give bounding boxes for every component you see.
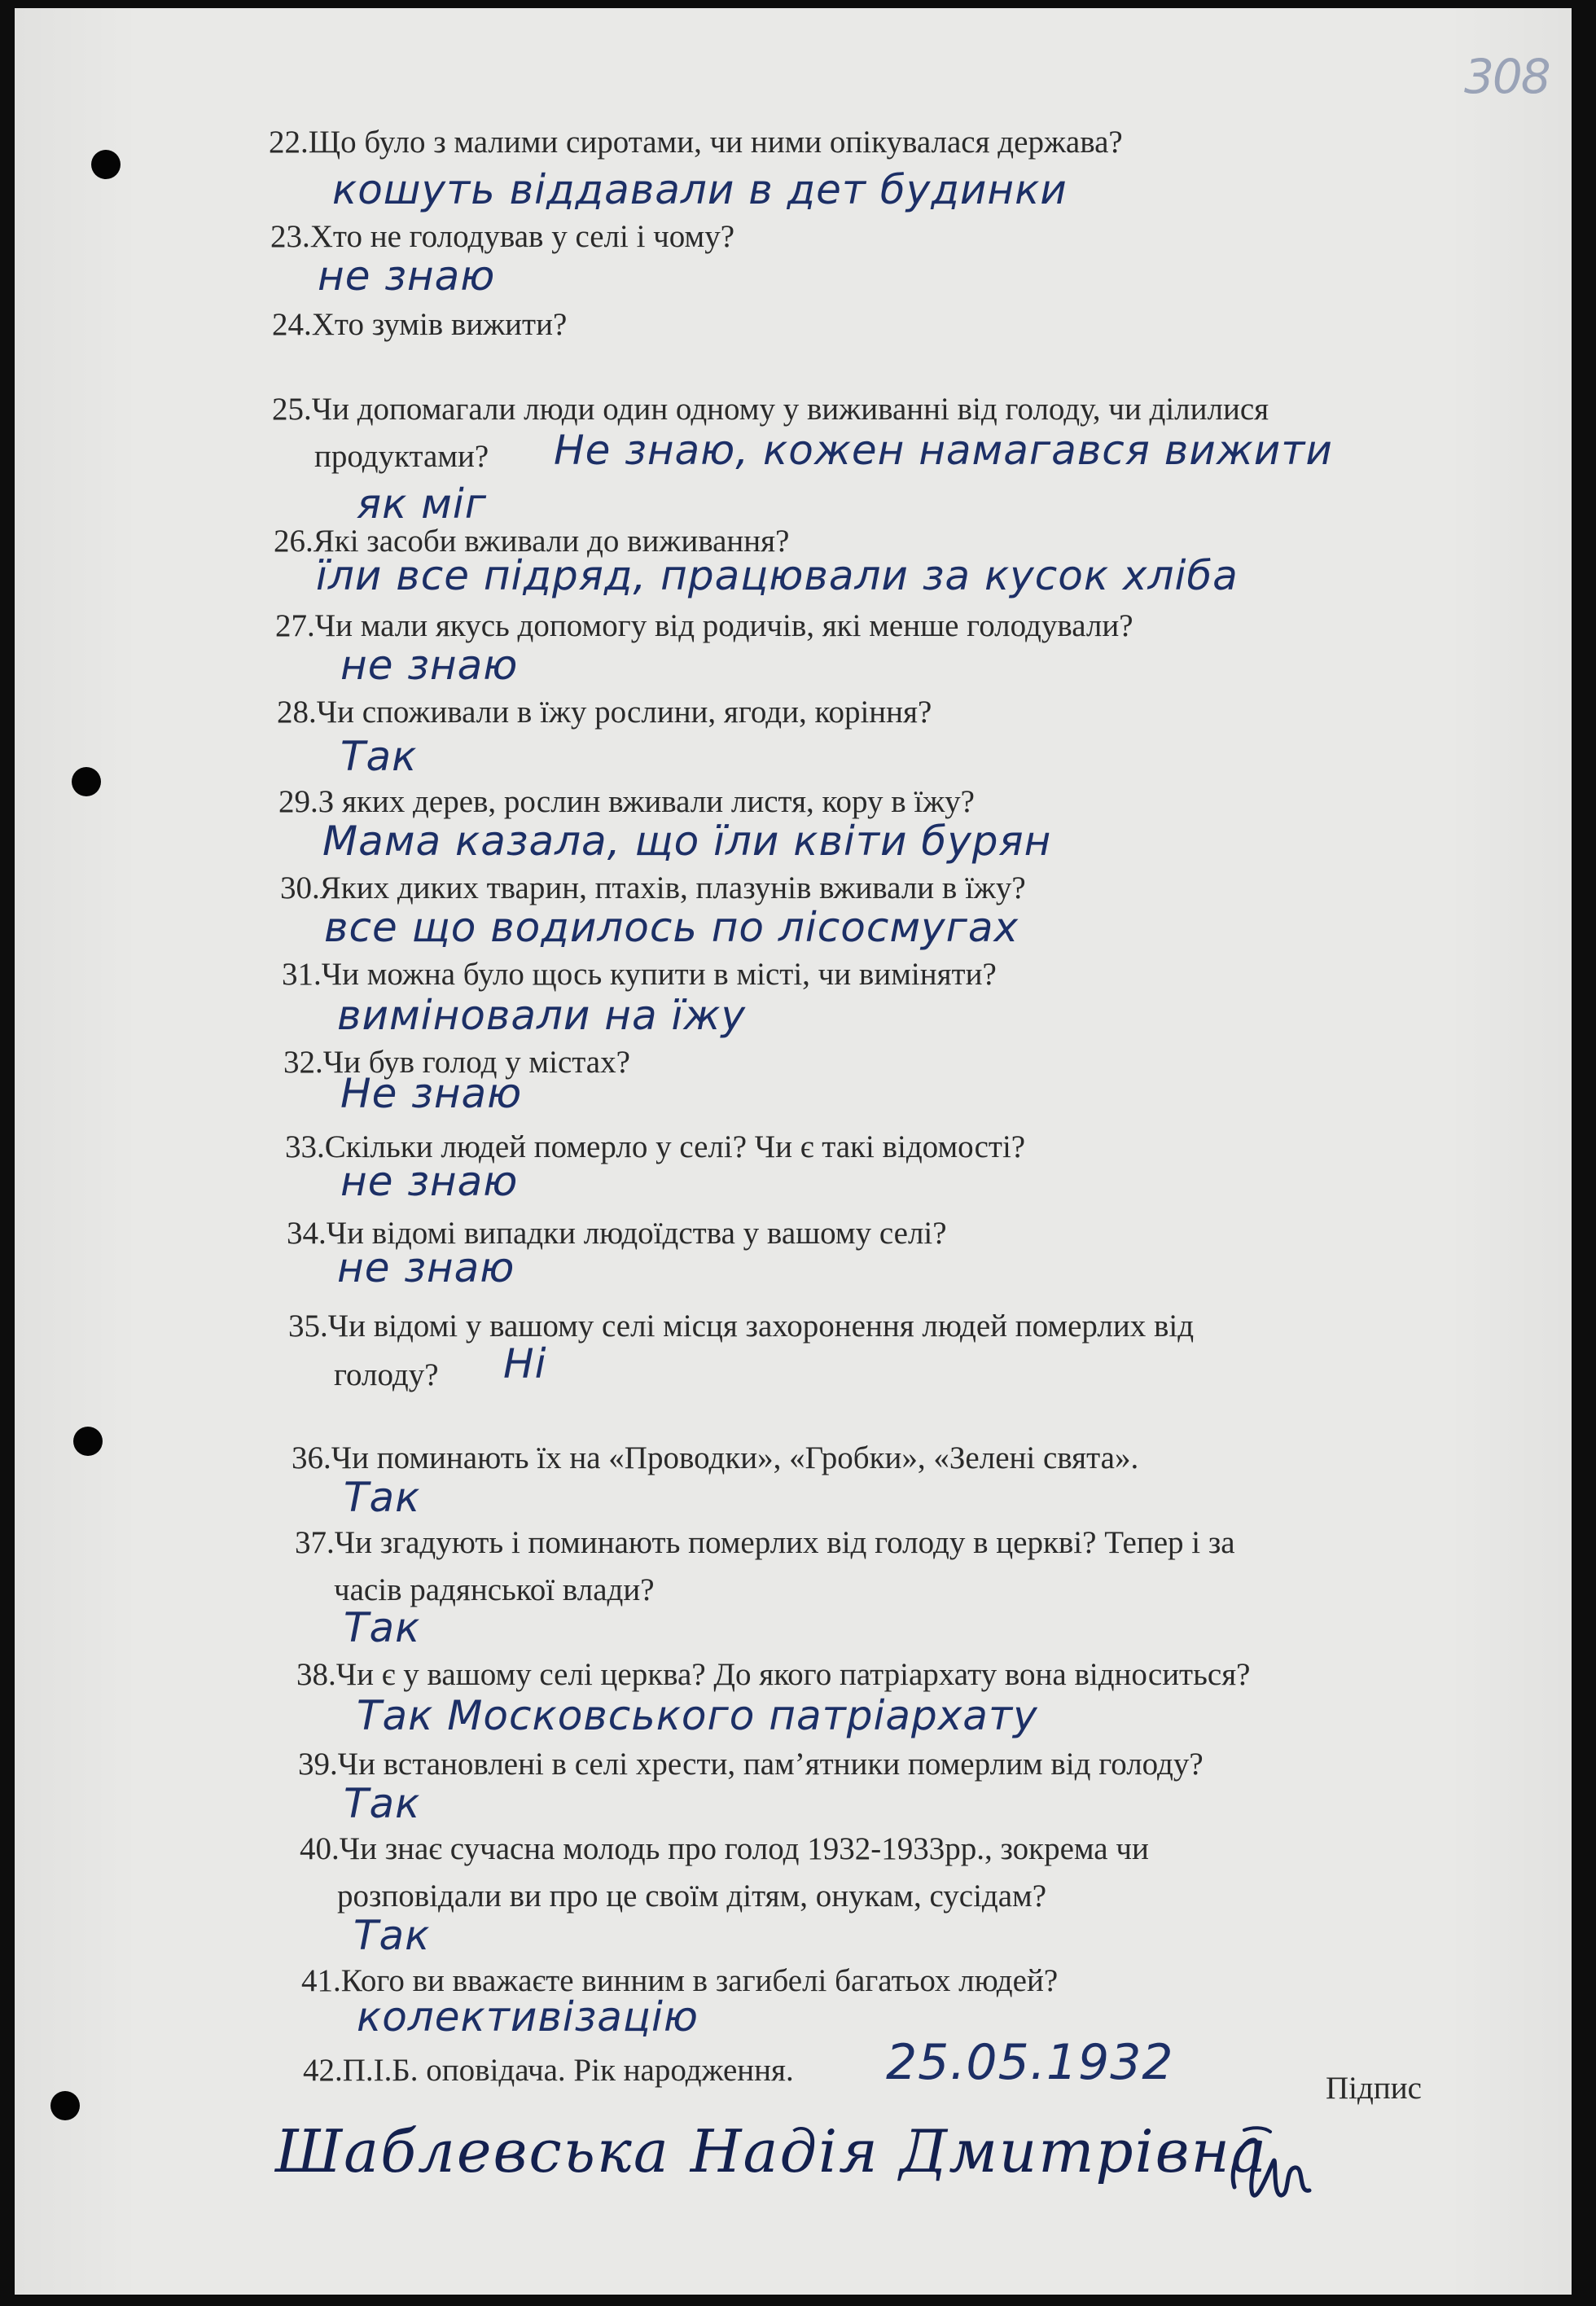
- punch-hole: [50, 2091, 80, 2120]
- question-33: 33.Скільки людей померло у селі? Чи є такі відомості?: [285, 1129, 1026, 1164]
- answer-28: Так: [340, 733, 418, 780]
- question-28: 28.Чи споживали в їжу рослини, ягоди, коріння?: [277, 695, 932, 730]
- question-29: 29.З яких дерев, рослин вживали листя, кору в їжу?: [278, 784, 975, 819]
- answer-38: Так Московського патріархату: [357, 1692, 1038, 1739]
- answer-41: колективізацію: [357, 1993, 699, 2041]
- answer-33: не знаю: [340, 1158, 519, 1205]
- question-32: 32.Чи був голод у містах?: [283, 1045, 630, 1080]
- answer-36: Так: [344, 1474, 421, 1521]
- answer-37: Так: [344, 1604, 421, 1651]
- question-35-cont: голоду?: [334, 1357, 439, 1392]
- answer-34: не знаю: [337, 1244, 515, 1291]
- question-40-cont: розповідали ви про це своїм дітям, онукам, сусідам?: [337, 1879, 1047, 1914]
- signature-label: Підпис: [1326, 2071, 1422, 2106]
- question-25: 25.Чи допомагали люди один одному у виживанні від голоду, чи ділилися: [272, 392, 1269, 427]
- question-42: 42.П.І.Б. оповідача. Рік народження.: [303, 2053, 794, 2088]
- answer-40: Так: [353, 1912, 431, 1959]
- question-38: 38.Чи є у вашому селі церква? До якого патріархату вона відноситься?: [296, 1657, 1251, 1692]
- answer-29: Мама казала, що їли квіти бурян: [322, 818, 1052, 865]
- answer-23: не знаю: [318, 252, 496, 300]
- answer-26: їли все підряд, працювали за кусок хліба: [316, 552, 1239, 599]
- question-30: 30.Яких диких тварин, птахів, плазунів вживали в їжу?: [280, 870, 1026, 905]
- answer-25-cont: як міг: [357, 480, 488, 528]
- question-35: 35.Чи відомі у вашому селі місця захоронення людей померлих від: [288, 1309, 1195, 1344]
- questionnaire-page: [15, 8, 1572, 2295]
- answer-39: Так: [344, 1780, 421, 1827]
- question-26: 26.Які засоби вживали до виживання?: [274, 524, 790, 559]
- respondent-name: Шаблевська Надія Дмитрівна: [275, 2117, 1268, 2185]
- question-41: 41.Кого ви вважаєте винним в загибелі багатьох людей?: [301, 1963, 1059, 1998]
- answer-25: Не знаю, кожен намагався вижити: [554, 427, 1333, 474]
- archive-page-number: 308: [1464, 49, 1550, 104]
- question-27: 27.Чи мали якусь допомогу від родичів, які менше голодували?: [275, 608, 1133, 643]
- answer-42-birth-date: 25.05.1932: [886, 2034, 1174, 2091]
- question-25-cont: продуктами?: [314, 439, 489, 474]
- answer-22: кошуть віддавали в дет будинки: [332, 166, 1068, 213]
- question-24: 24.Хто зумів вижити?: [272, 307, 568, 342]
- answer-27: не знаю: [340, 642, 519, 689]
- question-37: 37.Чи згадують і поминають померлих від голоду в церкві? Тепер і за: [295, 1525, 1235, 1560]
- punch-hole: [91, 150, 121, 179]
- question-36: 36.Чи поминають їх на «Проводки», «Гробки», «Зелені свята».: [292, 1440, 1139, 1475]
- question-22: 22.Що було з малими сиротами, чи ними опікувалася держава?: [269, 125, 1123, 160]
- question-37-cont: часів радянської влади?: [334, 1572, 655, 1607]
- answer-31: виміновали на їжу: [337, 992, 747, 1039]
- answer-35: Ні: [503, 1340, 547, 1388]
- question-34: 34.Чи відомі випадки людоїдства у вашому селі?: [287, 1216, 947, 1251]
- handwritten-signature: [1220, 2122, 1318, 2212]
- question-40: 40.Чи знає сучасна молодь про голод 1932-1933рр., зокрема чи: [300, 1831, 1149, 1866]
- question-23: 23.Хто не голодував у селі і чому?: [270, 219, 735, 254]
- question-31: 31.Чи можна було щось купити в місті, чи виміняти?: [282, 957, 997, 992]
- punch-hole: [72, 767, 101, 796]
- answer-32: Не знаю: [340, 1070, 523, 1117]
- punch-hole: [73, 1427, 103, 1456]
- answer-30: все що водилось по лісосмугах: [324, 904, 1019, 951]
- question-39: 39.Чи встановлені в селі хрести, пам’ятники померлим від голоду?: [298, 1747, 1204, 1782]
